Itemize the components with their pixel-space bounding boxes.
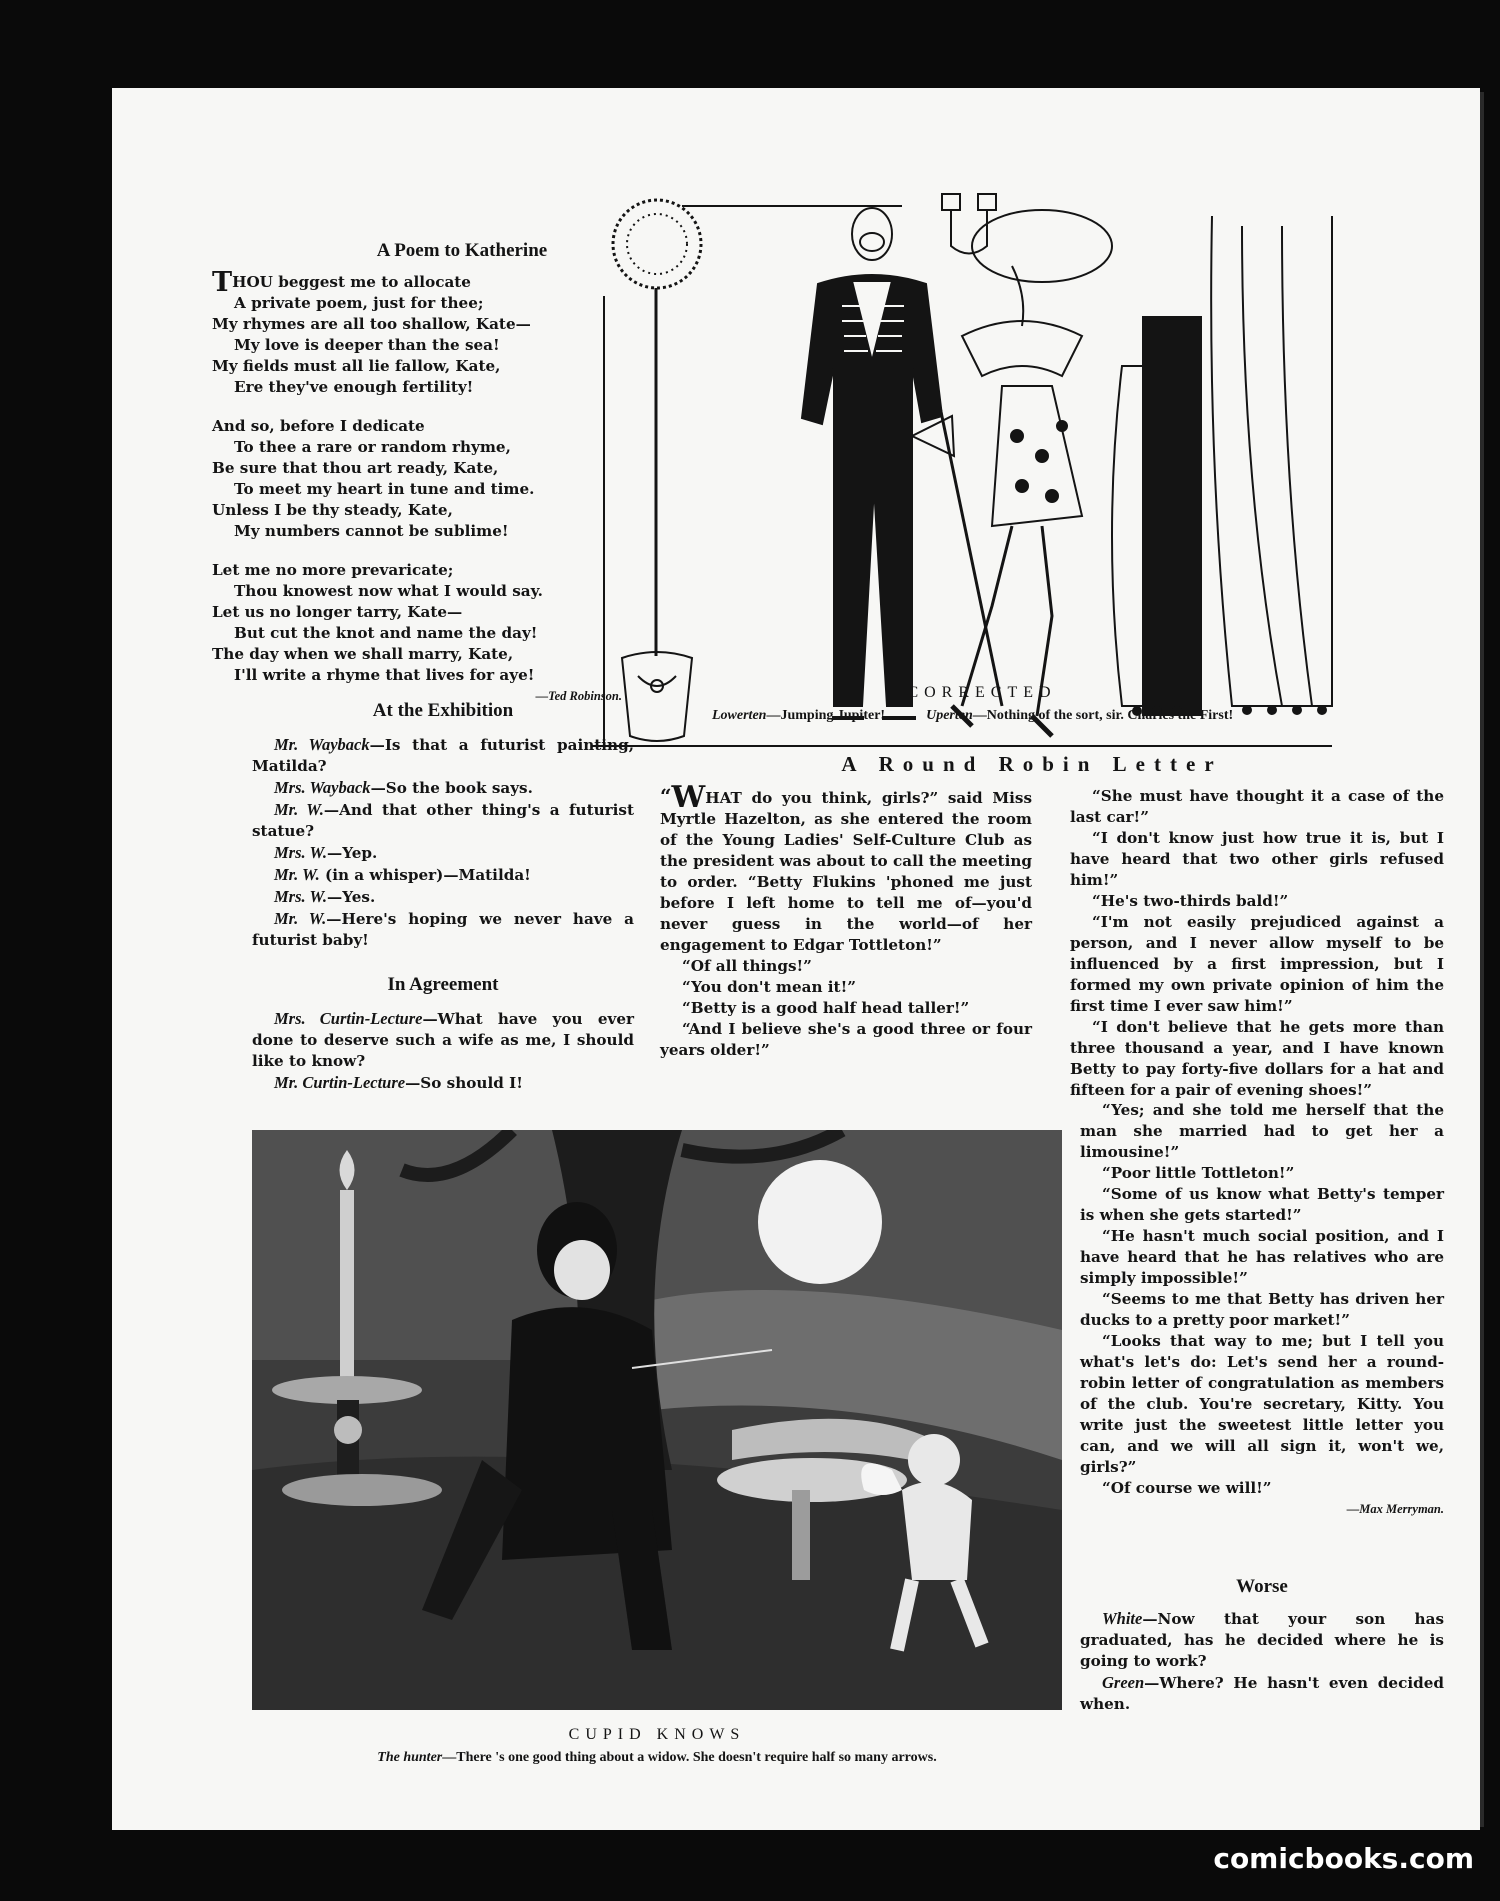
dialogue-line: Green—Where? He hasn't even decided when. <box>1080 1673 1444 1713</box>
poem-dropcap: T <box>212 267 233 298</box>
dialogue-line: White—Now that your son has graduated, has he decided where he is going to work? <box>1080 1609 1444 1670</box>
caption-speaker-right: Uperten <box>926 708 973 723</box>
poem-line: My rhymes are all too shallow, Kate— <box>212 315 531 333</box>
dialogue-line: Mrs. Curtin-Lecture—What have you ever done to deserve such a wife as me, I should like to know? <box>252 1009 634 1070</box>
dialogue-line: Mrs. Wayback—So the book says. <box>274 778 533 797</box>
poem-line: I'll write a rhyme that lives for aye! <box>234 666 535 684</box>
poem-line: But cut the knot and name the day! <box>234 624 538 642</box>
poem-line: My numbers cannot be sublime! <box>234 522 509 540</box>
round-robin-column-2: “She must have thought it a case of the last car!” “I don't know just how true it is, but I have heard that two other girls refused him!” “He's two-thirds bald!” “I'm not easily prejudiced against a person, and I never allow myself to be influenced by a first impression, but I formed my own private opinion of him the first time I ever saw him!” “I don't believe that he gets more than three thousand a year, and I have known Betty to pay forty-five dollars for a hat and fifteen for a pair of evening shoes!” <box>1070 787 1444 1099</box>
dialogue-line: Mr. Curtin-Lecture—So should I! <box>274 1073 523 1092</box>
cupid-cartoon-illustration <box>252 1130 1062 1710</box>
poem-line: The day when we shall marry, Kate, <box>212 645 514 663</box>
corrected-caption <box>712 708 1452 724</box>
poem-line: To thee a rare or random rhyme, <box>234 438 511 456</box>
poem-line: HOU beggest me to allocate <box>232 273 471 291</box>
poem-line: Ere they've enough fertility! <box>234 378 474 396</box>
worse-title: Worse <box>1236 1576 1288 1597</box>
dialogue-line: Mr. W. (in a whisper)—Matilda! <box>274 865 531 884</box>
cupid-caption-text: —There 's one good thing about a widow. She doesn't require half so many arrows. <box>442 1750 937 1765</box>
dialogue-line: Mr. Wayback—Is that a futurist painting, Matilda? <box>252 735 634 775</box>
poem-line: Thou knowest now what I would say. <box>234 582 543 600</box>
poem-line: My love is deeper than the sea! <box>234 336 500 354</box>
cupid-caption-speaker: The hunter <box>377 1750 443 1765</box>
cupid-caption <box>252 1750 1062 1766</box>
poem-line: And so, before I dedicate <box>212 417 425 435</box>
corrected-caption-title: CORRECTED <box>907 684 1057 701</box>
round-robin-title: A Round Robin Letter <box>841 752 1223 776</box>
poem-line: Let us no longer tarry, Kate— <box>212 603 463 621</box>
cupid-caption-title: CUPID KNOWS <box>568 1726 746 1743</box>
poem-credit: —Ted Robinson. <box>535 689 622 703</box>
round-robin-column-1: “WHAT do you think, girls?” said Miss Myrtle Hazelton, as she entered the room of the Young Ladies' Self-Culture Club as the president was about to call the meeting to order. “Betty Flukins 'phoned me just before I left home to tell me of—you'd never guess in the world—of her engagement to Edgar Tottleton!” “Of all things!” “You don't mean it!” “Betty is a good half head taller!” “And I believe she's a good three or four years older!” <box>660 780 1032 1059</box>
poem-line: My fields must all lie fallow, Kate, <box>212 357 501 375</box>
dialogue-line: Mrs. W.—Yes. <box>274 887 376 906</box>
round-robin-column-3: “Yes; and she told me herself that the man she married had to get her a limousine!” “Poor little Tottleton!” “Some of us know what Betty's temper is when she gets started!” “He hasn't much social position, and I have heard that he has relatives who are simply impossible!” “Seems to me that Betty has driven her ducks to a pretty poor market!” “Looks that way to me; but I tell you what's let's do: Let's send her a round-robin letter of congratulation as members of the club. You're secretary, Kitty. You write just the sweetest little letter you can, and we will all sign it, won't we, girls?” “Of course we will!” —Max Merryman. <box>1080 1100 1444 1520</box>
magazine-page <box>112 88 1480 1830</box>
dialogue-line: Mr. W.—And that other thing's a futurist statue? <box>252 800 634 840</box>
caption-text-right: —Nothing of the sort, sir. Charles the First! <box>972 708 1234 723</box>
caption-speaker-left: Lowerten <box>712 708 767 723</box>
poem-line: Let me no more prevaricate; <box>212 561 454 579</box>
worse-section <box>1080 1576 1444 1715</box>
caption-text-left: —Jumping Jupiter! <box>766 708 886 723</box>
poem-title: A Poem to Katherine <box>376 240 548 261</box>
agreement-section <box>252 974 634 1094</box>
agreement-title: In Agreement <box>387 974 499 995</box>
poem-line: Unless I be thy steady, Kate, <box>212 501 453 519</box>
round-robin-credit: —Max Merryman. <box>1346 1502 1444 1516</box>
exhibition-section <box>252 700 634 951</box>
corrected-cartoon-illustration <box>582 186 1342 768</box>
poem-line: To meet my heart in tune and time. <box>234 480 535 498</box>
poem-line: A private poem, just for thee; <box>234 294 484 312</box>
watermark-text: comicbooks.com <box>1213 1842 1474 1875</box>
dialogue-line: Mrs. W.—Yep. <box>274 843 378 862</box>
exhibition-title: At the Exhibition <box>372 700 514 721</box>
dialogue-line: Mr. W.—Here's hoping we never have a futurist baby! <box>252 909 634 949</box>
poem-line: Be sure that thou art ready, Kate, <box>212 459 499 477</box>
